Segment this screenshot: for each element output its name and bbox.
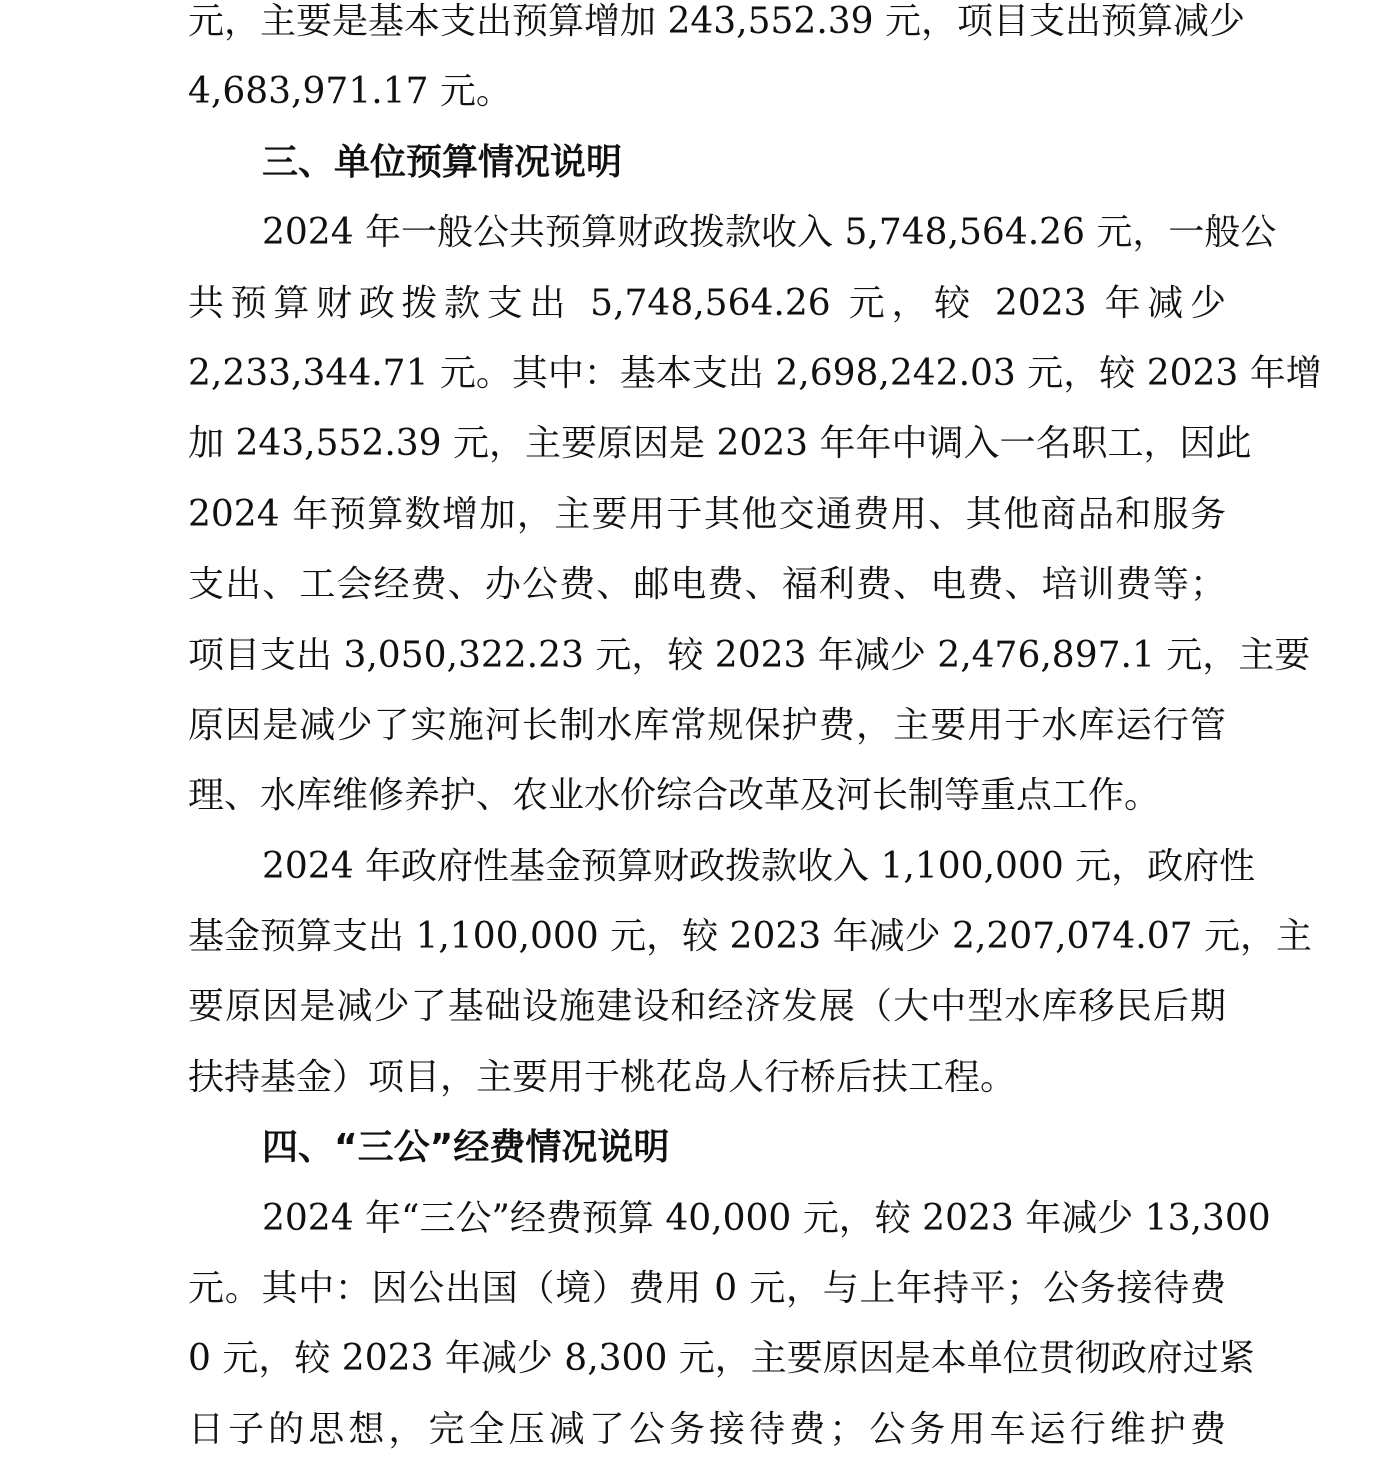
paragraph-line: 2024 年一般公共预算财政拨款收入 5,748,564.26 元，一般公	[262, 212, 1277, 254]
paragraph-line: 共预算财政拨款支出 5,748,564.26 元，较 2023 年减少	[188, 282, 1226, 324]
paragraph-line: 基金预算支出 1,100,000 元，较 2023 年减少 2,207,074.07 元，主	[188, 916, 1312, 958]
section-heading-three-public-expenses: 四、“三公”经费情况说明	[262, 1127, 670, 1169]
paragraph-line: 加 243,552.39 元，主要原因是 2023 年年中调入一名职工，因此	[188, 423, 1252, 465]
paragraph-line: 理、水库维修养护、农业水价综合改革及河长制等重点工作。	[188, 775, 1161, 817]
paragraph-line: 支出、工会经费、办公费、邮电费、福利费、电费、培训费等；	[188, 564, 1226, 606]
paragraph-line: 4,683,971.17 元。	[188, 71, 512, 113]
paragraph-line: 日子的思想，完全压减了公务接待费；公务用车运行维护费	[188, 1408, 1226, 1450]
section-heading-unit-budget: 三、单位预算情况说明	[262, 141, 623, 183]
paragraph-line: 2024 年政府性基金预算财政拨款收入 1,100,000 元，政府性	[262, 845, 1256, 887]
paragraph-line: 项目支出 3,050,322.23 元，较 2023 年减少 2,476,897.1 元，主要	[188, 634, 1311, 676]
paragraph-line: 2,233,344.71 元。其中：基本支出 2,698,242.03 元，较 2023 年增	[188, 352, 1322, 394]
document-page	[188, 0, 1322, 1465]
paragraph-line: 元，主要是基本支出预算增加 243,552.39 元，项目支出预算减少	[188, 1, 1246, 42]
paragraph-line: 0 元，较 2023 年减少 8,300 元，主要原因是本单位贯彻政府过紧	[188, 1338, 1255, 1380]
paragraph-line: 2024 年“三公”经费预算 40,000 元，较 2023 年减少 13,300	[262, 1197, 1271, 1239]
paragraph-line: 元。其中：因公出国（境）费用 0 元，与上年持平；公务接待费	[188, 1268, 1226, 1310]
paragraph-line: 2024 年预算数增加，主要用于其他交通费用、其他商品和服务	[188, 493, 1226, 535]
paragraph-line: 要原因是减少了基础设施建设和经济发展（大中型水库移民后期	[188, 986, 1226, 1028]
paragraph-line: 扶持基金）项目，主要用于桃花岛人行桥后扶工程。	[188, 1056, 1017, 1098]
paragraph-line: 原因是减少了实施河长制水库常规保护费，主要用于水库运行管	[188, 704, 1226, 746]
